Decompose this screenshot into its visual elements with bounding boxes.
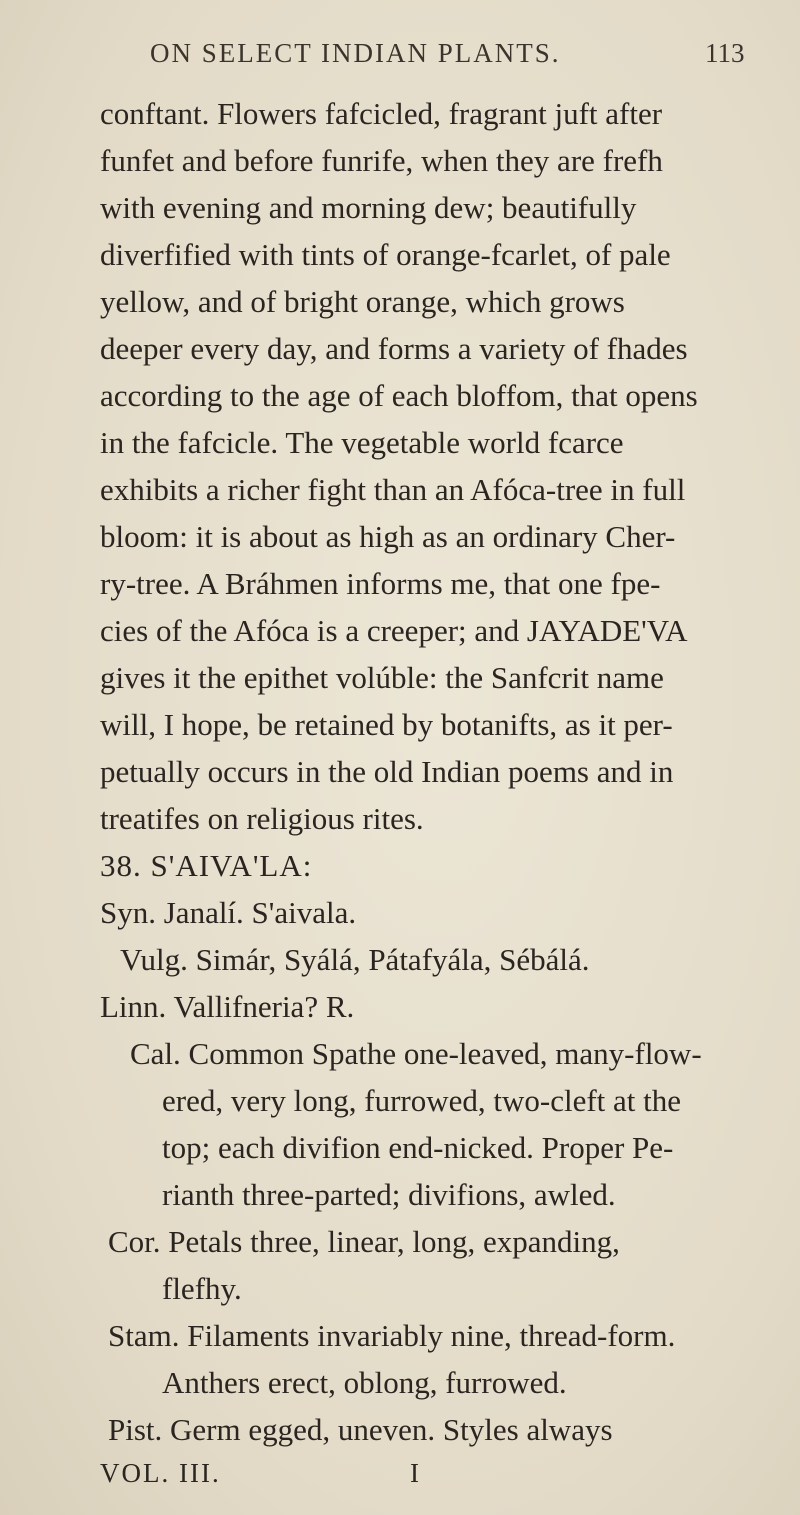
text-line: in the fafcicle. The vegetable world fcarce [100, 425, 624, 460]
text-line: will, I hope, be retained by botanifts, as it per- [100, 707, 673, 742]
page-header [0, 38, 800, 78]
text-line: deeper every day, and forms a variety of fhades [100, 331, 688, 366]
text-line: bloom: it is about as high as an ordinary Cher- [100, 519, 676, 554]
text-line: flefhy. [162, 1271, 242, 1306]
text-line: gives it the epithet volúble: the Sanfcrit name [100, 660, 664, 695]
page-footer [100, 1458, 700, 1498]
text-line: diverfified with tints of orange-fcarlet, of pale [100, 237, 671, 272]
text-line: ry-tree. A Bráhmen informs me, that one fpe- [100, 566, 661, 601]
text-line: exhibits a richer fight than an Afóca-tree in full [100, 472, 686, 507]
stamen-line: Stam. Filaments invariably nine, thread-form. [108, 1318, 676, 1353]
vulgar-names-line: Vulg. Simár, Syálá, Pátafyála, Sébálá. [120, 942, 590, 977]
text-line: with evening and morning dew; beautifully [100, 190, 637, 225]
text-line: cies of the Afóca is a creeper; and JAYADE'VA [100, 613, 688, 648]
text-line: ered, very long, furrowed, two-cleft at the [162, 1083, 682, 1118]
text-line: according to the age of each bloffom, that opens [100, 378, 698, 413]
linnaean-line: Linn. Vallifneria? R. [100, 989, 355, 1024]
pistil-line: Pist. Germ egged, uneven. Styles always [108, 1412, 613, 1447]
text-line: rianth three-parted; divifions, awled. [162, 1177, 616, 1212]
synonym-line: Syn. Janalí. S'aivala. [100, 895, 357, 930]
text-line: petually occurs in the old Indian poems and in [100, 754, 674, 789]
text-line: top; each divifion end-nicked. Proper Pe- [162, 1130, 674, 1165]
entry-heading: 38. S'AIVA'LA: [100, 848, 313, 883]
text-line: conftant. Flowers fafcicled, fragrant juft after [100, 96, 663, 131]
text-line: funfet and before funrife, when they are frefh [100, 143, 663, 178]
corolla-line: Cor. Petals three, linear, long, expanding, [108, 1224, 620, 1259]
running-head: ON SELECT INDIAN PLANTS. [150, 38, 561, 68]
text-line: treatifes on religious rites. [100, 801, 424, 836]
page-number: 113 [705, 38, 745, 68]
text-line: Anthers erect, oblong, furrowed. [162, 1365, 567, 1400]
volume-mark: VOL. III. [100, 1458, 221, 1488]
signature-mark: I [410, 1458, 419, 1488]
calyx-line: Cal. Common Spathe one-leaved, many-flow- [130, 1036, 702, 1071]
text-line: yellow, and of bright orange, which grows [100, 284, 625, 319]
